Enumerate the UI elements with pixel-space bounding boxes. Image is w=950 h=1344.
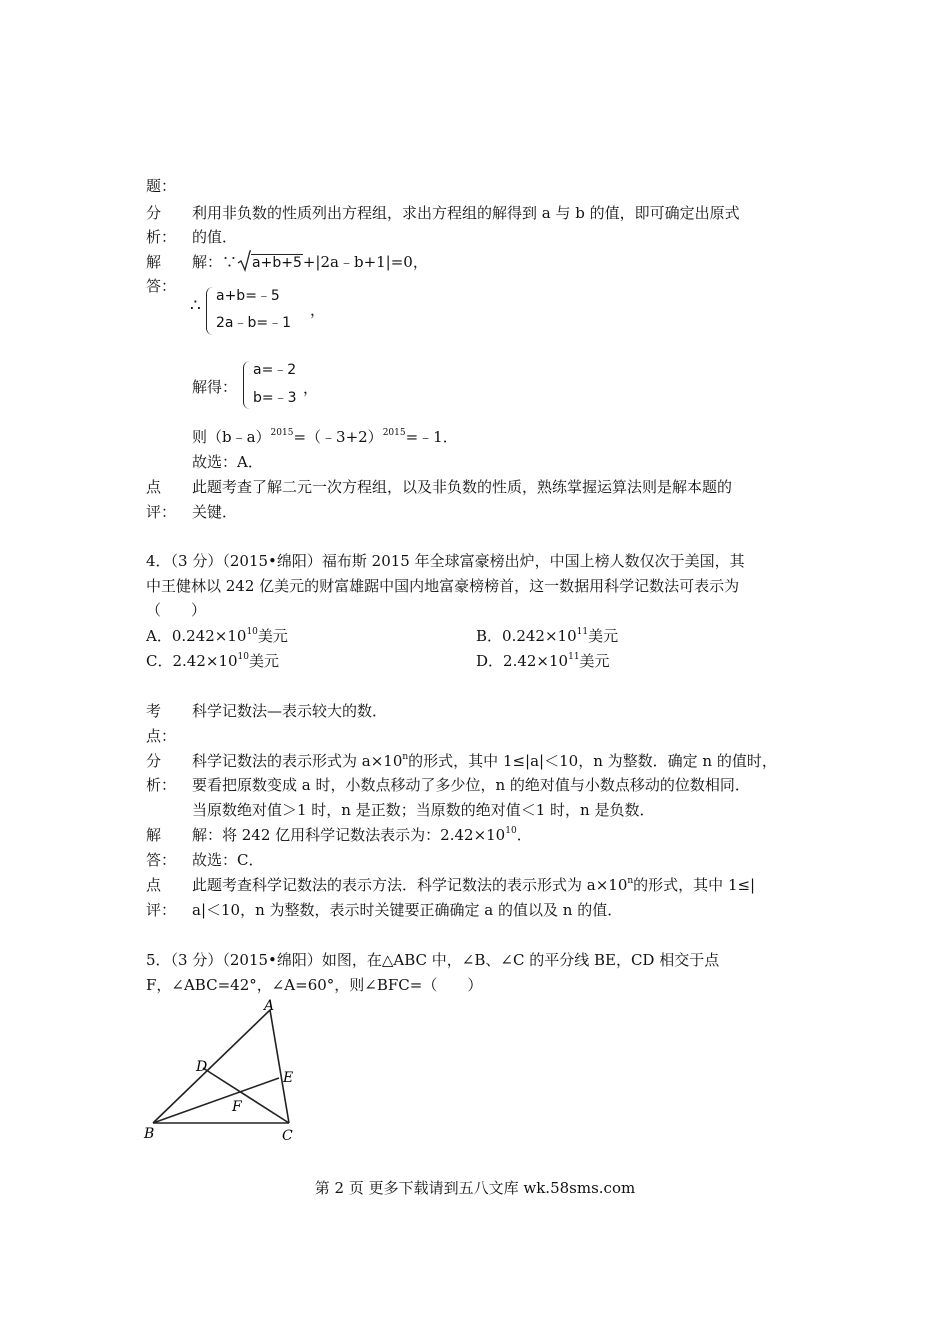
result-exp-1: 2015 <box>270 428 294 438</box>
label-solution-2: 答： <box>146 277 177 295</box>
system2-eq-1: a=﹣2 <box>253 362 297 378</box>
q4-analysis-l1b: 的形式，其中 1≤|a|＜10，n 为整数．确定 n 的值时， <box>408 752 777 770</box>
q4-comment-exp: n <box>627 876 634 886</box>
q4-option-c[interactable] <box>146 651 279 671</box>
q4-option-b[interactable] <box>476 626 618 646</box>
solve-label: 解得： <box>192 378 238 396</box>
label-solution-1: 解 <box>146 253 162 271</box>
label-b: B <box>144 1126 155 1142</box>
label-f: F <box>232 1099 242 1115</box>
triangle-figure <box>140 998 320 1148</box>
q4-label-solution-2: 答： <box>146 851 177 869</box>
q4-solution-l1b: ． <box>516 826 532 844</box>
result-part-c: =﹣1． <box>405 428 458 446</box>
q4-label-comment-2: 评： <box>146 901 177 919</box>
option-a-text: A．0.242×10 <box>146 627 247 645</box>
option-a-exp: 10 <box>246 627 258 637</box>
sqrt-content: a+b+5 <box>252 255 302 271</box>
q4-label-solution-1: 解 <box>146 826 162 844</box>
option-c-unit: 美元 <box>248 652 279 670</box>
page-footer: 第 2 页 更多下载请到五八文库 wk.58sms.com <box>314 1179 636 1197</box>
q4-analysis-exp: n <box>402 752 409 762</box>
option-d-text: D．2.42×10 <box>476 652 569 670</box>
analysis-line-2: 的值． <box>192 228 238 246</box>
comment-line-2: 关键． <box>192 503 238 521</box>
option-d-unit: 美元 <box>579 652 610 670</box>
option-b-unit: 美元 <box>588 627 619 645</box>
option-b-text: B．0.242×10 <box>476 627 577 645</box>
q4-solution-l1a: 解：将 242 亿用科学记数法表示为：2.42×10 <box>192 826 506 844</box>
option-b-exp: 11 <box>576 627 589 637</box>
system2-eq-2: b=﹣3 <box>253 390 297 406</box>
side-ab <box>153 1010 270 1123</box>
label-comment-2: 评： <box>146 503 177 521</box>
q4-label-comment-1: 点 <box>146 876 162 894</box>
option-d-exp: 11 <box>568 652 580 662</box>
q4-solution-exp: 10 <box>505 826 517 836</box>
result-exp-2: 2015 <box>382 428 406 438</box>
system2-comma: ， <box>303 379 319 397</box>
q4-comment-l1a: 此题考查科学记数法的表示方法．科学记数法的表示形式为 a×10 <box>192 876 628 894</box>
result-part-b: =（﹣3+2） <box>293 428 383 446</box>
q4-option-a[interactable] <box>146 626 288 646</box>
system1-comma: ， <box>310 301 326 319</box>
q4-analysis-line-3: 当原数绝对值＞1 时，n 是正数；当原数的绝对值＜1 时，n 是负数． <box>192 801 655 819</box>
system1-eq-1: a+b=﹣5 <box>216 288 280 304</box>
comment-line-1: 此题考查了解二元一次方程组，以及非负数的性质，熟练掌握运算法则是解本题的 <box>192 478 733 496</box>
q4-comment-line-1 <box>192 875 755 895</box>
label-analysis-1: 分 <box>146 204 162 222</box>
q4-kaodian-text: 科学记数法—表示较大的数． <box>192 702 388 720</box>
q4-stem-line-3: （ ） <box>146 601 207 619</box>
option-a-unit: 美元 <box>257 627 288 645</box>
q4-label-kaodian-2: 点： <box>146 727 177 745</box>
solution-suffix: +|2a﹣b+1|=0， <box>302 253 428 271</box>
system-brace-1 <box>206 287 213 335</box>
side-ac <box>270 1010 289 1123</box>
q4-label-analysis-2: 析： <box>146 776 177 794</box>
label-e: E <box>283 1070 294 1086</box>
q4-label-analysis-1: 分 <box>146 752 162 770</box>
solution-prefix: 解：∵ <box>192 253 238 271</box>
result-part-a: 则（b﹣a） <box>192 428 271 446</box>
label-a: A <box>264 998 275 1014</box>
sqrt-expression <box>239 252 303 273</box>
analysis-line-1: 利用非负数的性质列出方程组，求出方程组的解得到 a 与 b 的值，即可确定出原式 <box>192 204 740 222</box>
q5-stem-line-1: 5．（3 分）（2015•绵阳）如图，在△ABC 中，∠B、∠C 的平分线 BE，CD 相交于点 <box>146 951 720 969</box>
solution-line-1 <box>192 252 428 273</box>
label-analysis-2: 析： <box>146 228 177 246</box>
option-c-text: C．2.42×10 <box>146 652 238 670</box>
q4-comment-line-2: a|＜10，n 为整数，表示时关键要正确确定 a 的值以及 n 的值． <box>192 901 623 919</box>
option-c-exp: 10 <box>237 652 249 662</box>
q4-stem-line-1: 4．（3 分）（2015•绵阳）福布斯 2015 年全球富豪榜出炉，中国上榜人数仅次于美国，其 <box>146 552 745 570</box>
q4-label-kaodian-1: 考 <box>146 702 162 720</box>
q4-analysis-l1a: 科学记数法的表示形式为 a×10 <box>192 752 403 770</box>
label-c: C <box>282 1128 293 1144</box>
q5-stem-line-2: F，∠ABC=42°，∠A=60°，则∠BFC=（ ） <box>146 976 483 994</box>
bisector-be <box>153 1078 279 1123</box>
label-d: D <box>196 1059 208 1075</box>
therefore-symbol: ∴ <box>190 296 201 316</box>
sqrt-sign-icon <box>237 250 251 272</box>
q4-analysis-line-2: 要看把原数变成 a 时，小数点移动了多少位，n 的绝对值与小数点移动的位数相同． <box>192 776 750 794</box>
label-ti: 题： <box>146 177 177 195</box>
q4-stem-line-2: 中王健林以 242 亿美元的财富雄踞中国内地富豪榜榜首，这一数据用科学记数法可表示为 <box>146 577 740 595</box>
q4-solution-line-1 <box>192 825 532 845</box>
choose-answer: 故选：A． <box>192 453 263 471</box>
q4-option-d[interactable] <box>476 651 610 671</box>
q4-solution-line-2: 故选：C． <box>192 851 264 869</box>
q4-comment-l1b: 的形式，其中 1≤| <box>633 876 756 894</box>
system-brace-2 <box>243 361 250 409</box>
system1-eq-2: 2a﹣b=﹣1 <box>216 315 292 331</box>
result-line <box>192 427 458 447</box>
label-comment-1: 点 <box>146 478 162 496</box>
q4-analysis-line-1 <box>192 751 777 771</box>
bisector-cd <box>203 1068 289 1123</box>
